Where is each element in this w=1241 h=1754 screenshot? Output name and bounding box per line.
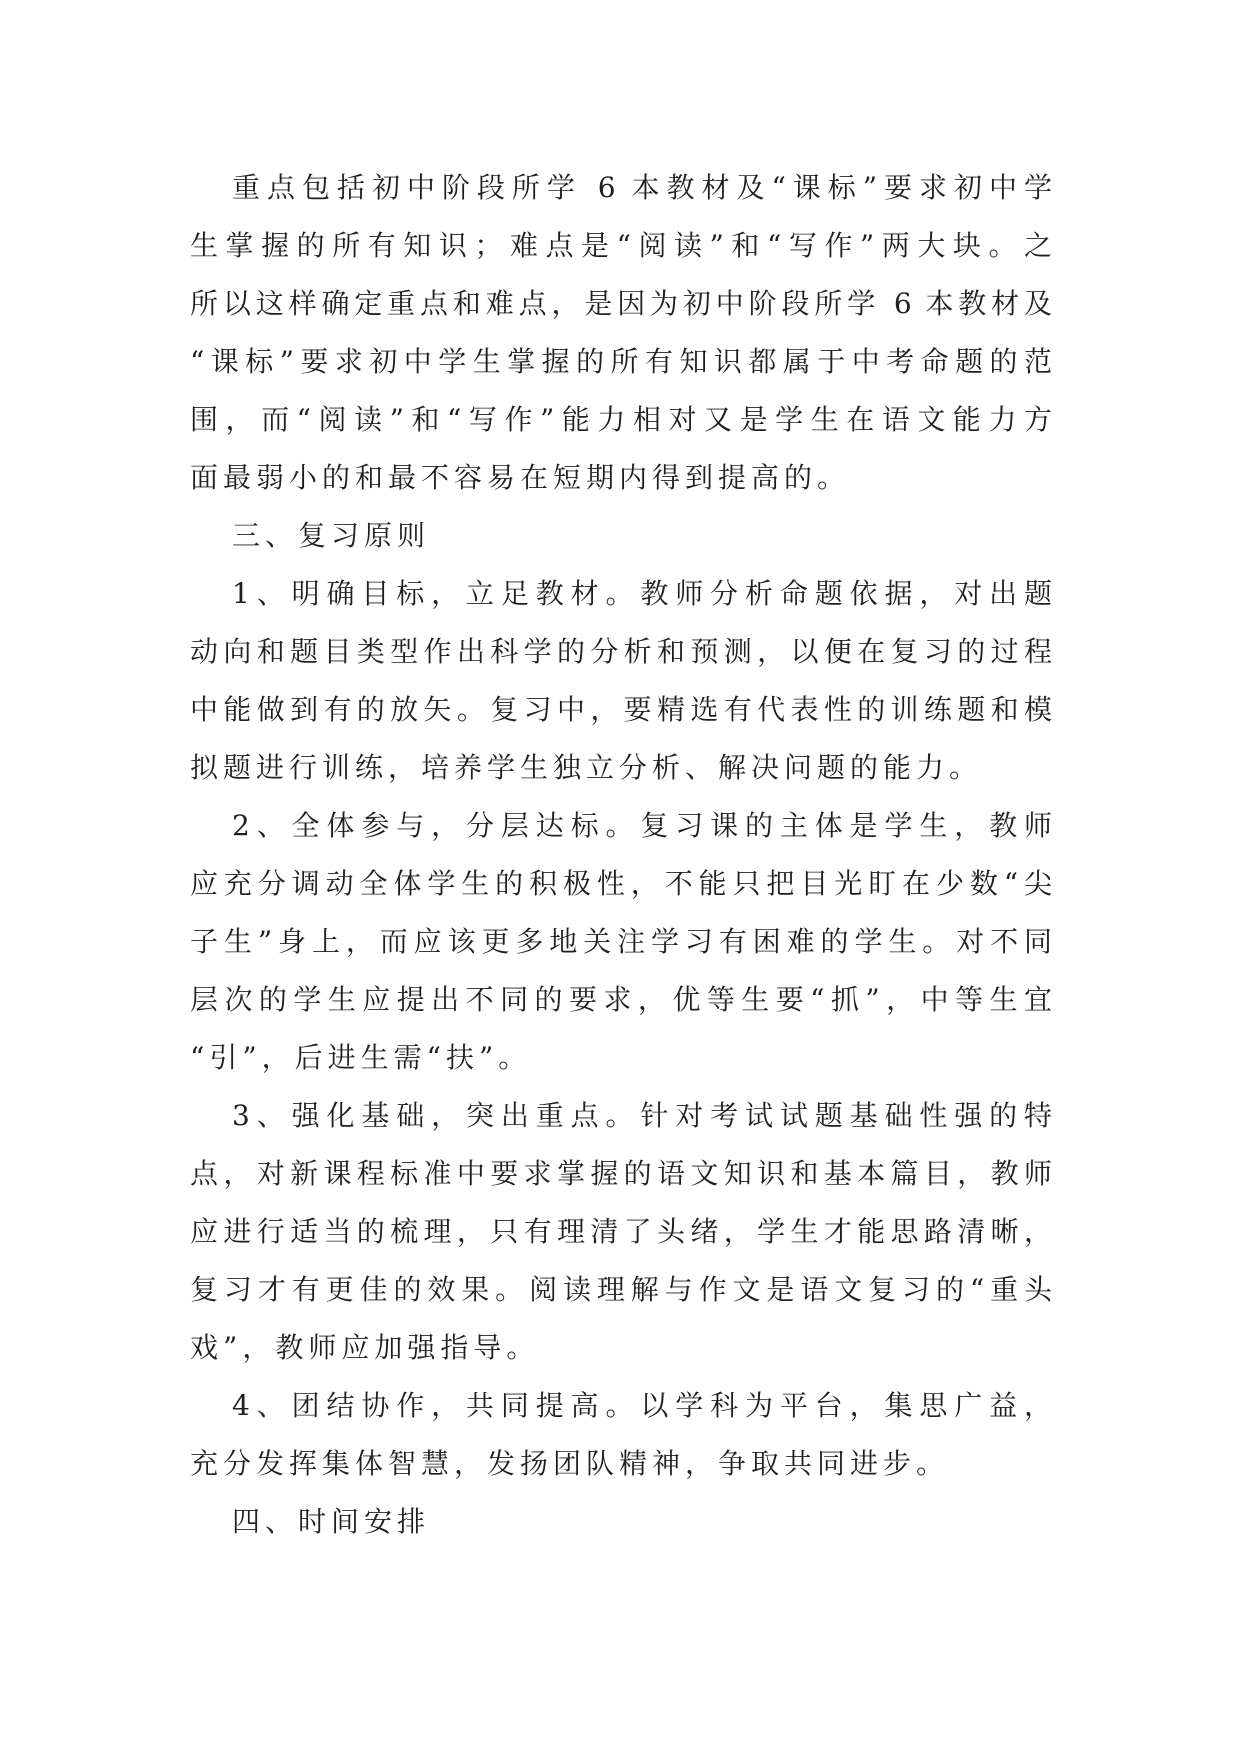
text-line: 动向和题目类型作出科学的分析和预测，以便在复习的过程 — [190, 635, 1052, 668]
text-line: 中能做到有的放矢。复习中，要精选有代表性的训练题和模 — [190, 693, 1052, 726]
text-line: 围，而“阅读”和“写作”能力相对又是学生在语文能力方 — [190, 403, 1052, 436]
text-line: “课标”要求初中学生掌握的所有知识都属于中考命题的范 — [190, 345, 1052, 378]
text-line: 戏”，教师应加强指导。 — [190, 1331, 540, 1364]
paragraph-principle-3 — [190, 1087, 1052, 1377]
text-line: 复习才有更佳的效果。阅读理解与作文是语文复习的“重头 — [190, 1273, 1052, 1306]
paragraph-principle-1 — [190, 565, 1052, 797]
text-line: 拟题进行训练，培养学生独立分析、解决问题的能力。 — [190, 751, 983, 784]
paragraph-key-points — [190, 159, 1052, 507]
text-line: 应进行适当的梳理，只有理清了头绪，学生才能思路清晰， — [190, 1215, 1052, 1248]
text-line: 充分发挥集体智慧，发扬团队精神，争取共同进步。 — [190, 1447, 950, 1480]
text-line: 生掌握的所有知识；难点是“阅读”和“写作”两大块。之 — [190, 229, 1052, 262]
text-line: 层次的学生应提出不同的要求，优等生要“抓”，中等生宜 — [190, 983, 1052, 1016]
text-line: 3、强化基础，突出重点。针对考试试题基础性强的特 — [232, 1099, 1052, 1132]
text-line: 2、全体参与，分层达标。复习课的主体是学生，教师 — [232, 809, 1052, 842]
text-line: 4、团结协作，共同提高。以学科为平台，集思广益， — [232, 1389, 1052, 1422]
section-heading-schedule — [190, 1493, 1052, 1551]
text-line: 所以这样确定重点和难点，是因为初中阶段所学 6 本教材及 — [190, 287, 1052, 320]
document-page — [190, 159, 1052, 1551]
text-line: “引”，后进生需“扶”。 — [190, 1041, 532, 1074]
paragraph-principle-4 — [190, 1377, 1052, 1493]
text-line: 子生”身上，而应该更多地关注学习有困难的学生。对不同 — [190, 925, 1052, 958]
text-line: 面最弱小的和最不容易在短期内得到提高的。 — [190, 461, 851, 494]
text-line: 应充分调动全体学生的积极性，不能只把目光盯在少数“尖 — [190, 867, 1052, 900]
text-line: 点，对新课程标准中要求掌握的语文知识和基本篇目，教师 — [190, 1157, 1052, 1190]
text-line: 重点包括初中阶段所学 6 本教材及“课标”要求初中学 — [232, 171, 1052, 204]
text-line: 1、明确目标，立足教材。教师分析命题依据，对出题 — [232, 577, 1052, 610]
section-heading: 三、复习原则 — [232, 519, 431, 552]
paragraph-principle-2 — [190, 797, 1052, 1087]
section-heading-review-principles — [190, 507, 1052, 565]
section-heading: 四、时间安排 — [232, 1505, 431, 1538]
